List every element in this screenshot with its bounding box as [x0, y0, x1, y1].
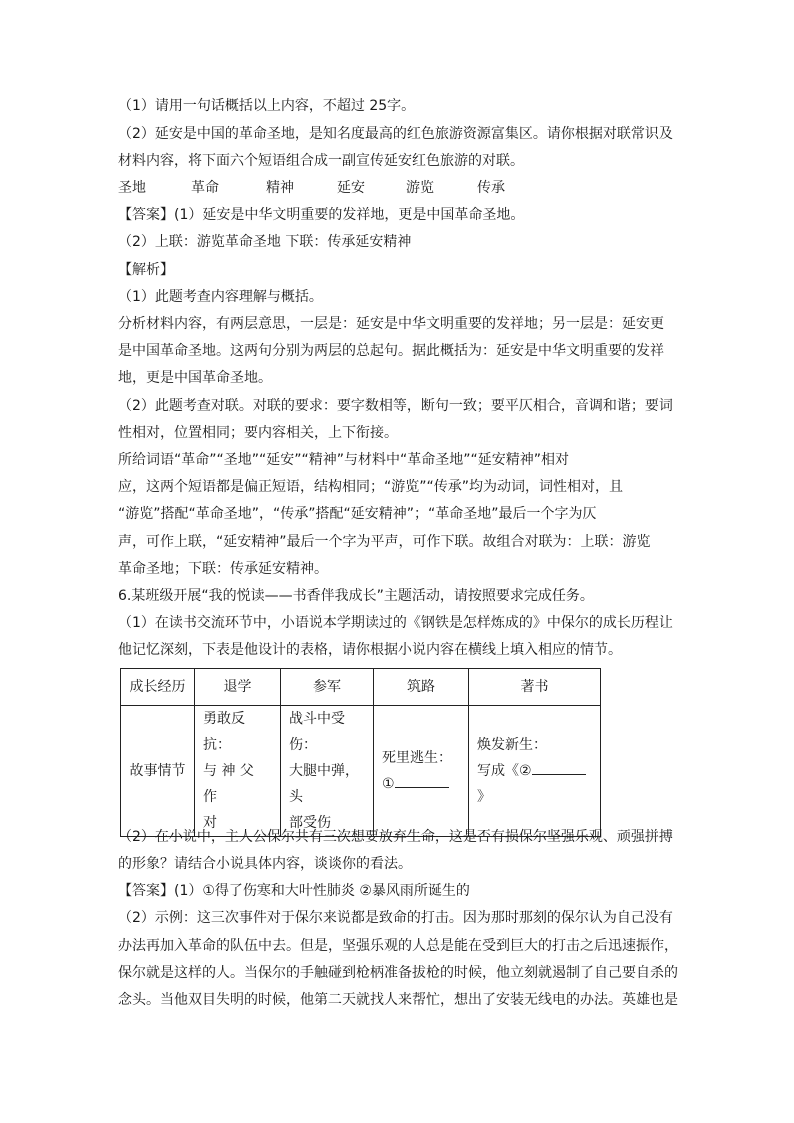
answer-heading: 【答案】(1）延安是中华文明重要的发祥地，更是中国革命圣地。 [118, 207, 525, 223]
table-cell-tuixue [195, 706, 281, 837]
analysis-text: 声，可作上联，“延安精神”最后一个字为平声，可作下联。故组合对联为：上联：游览 [118, 534, 651, 550]
cell-line [382, 771, 460, 797]
phrase-item: 传承 [477, 180, 505, 196]
fill-blank-2[interactable] [532, 760, 586, 775]
analysis-text: 革命圣地；下联：传承延安精神。 [118, 561, 328, 577]
phrase-item: 游览 [406, 180, 434, 196]
analysis-text: 是中国革命圣地。这两句分别为两层的总起句。据此概括为：延安是中华文明重要的发祥 [118, 343, 664, 359]
answer-text: 念头。当他双目失明的时候，他第二天就找人来帮忙，想出了安装无线电的办法。英雄也是 [118, 992, 678, 1008]
cell-line: 部受伤 [289, 815, 331, 831]
answer-text: （2）示例：这三次事件对于保尔来说都是致命的打击。因为那时那刻的保尔认为自己没有 [118, 910, 673, 926]
cell-line: 对 [203, 815, 217, 831]
cell-line: 战斗中受伤： [289, 711, 345, 753]
question-2-text: （2）延安是中国的革命圣地，是知名度最高的红色旅游资源富集区。请你根据对联常识及 [118, 126, 673, 142]
phrase-item: 革命 [191, 180, 219, 196]
blank-marker: ① [382, 776, 395, 792]
analysis-text: 分析材料内容，有两层意思，一层是：延安是中华文明重要的发祥地；另一层是：延安更 [118, 316, 664, 332]
table-cell-zhushu [469, 706, 601, 837]
table-row-label: 故事情节 [121, 706, 195, 837]
phrase-item: 圣地 [118, 180, 146, 196]
analysis-text: 所给词语“革命”“圣地”“延安”“精神”与材料中“革命圣地”“延安精神”相对 [118, 452, 570, 468]
analysis-text: 应，这两个短语都是偏正短语，结构相同；“游览”“传承”均为动词，词性相对，且 [118, 479, 624, 495]
table-row [121, 706, 601, 837]
question-6-title: 6.某班级开展“我的悦读——书香伴我成长”主题活动，请按照要求完成任务。 [118, 588, 594, 604]
table-cell-canjun [281, 706, 374, 837]
cell-line: 勇敢反抗： [203, 711, 245, 753]
cell-line: 与 神 父 作 [203, 763, 254, 805]
cell-line: 焕发新生： [477, 737, 547, 753]
table-header-cell: 参军 [281, 669, 374, 706]
answer-text: 办法再加入革命的队伍中去。但是，坚强乐观的人总是能在受到巨大的打击之后迅速振作， [118, 938, 678, 954]
table-cell-zhulu [374, 706, 469, 837]
question-2-text-cont: 材料内容，将下面六个短语组合成一副宣传延安红色旅游的对联。 [118, 153, 524, 169]
analysis-text: （1）此题考查内容理解与概括。 [118, 289, 323, 305]
answer-text: 保尔就是这样的人。当保尔的手触碰到枪柄准备拔枪的时候，他立刻就遏制了自己要自杀的 [118, 965, 678, 981]
analysis-heading: 【解析】 [118, 262, 174, 278]
table-header-cell: 筑路 [374, 669, 469, 706]
analysis-text: （2）此题考查对联。对联的要求：要字数相等，断句一致；要平仄相合，音调和谐；要词 [118, 398, 673, 414]
analysis-text: “游览”搭配“革命圣地”，“传承”搭配“延安精神”；“革命圣地”最后一个字为仄 [118, 506, 597, 522]
question-6-2-text: （2）在小说中，主人公保尔共有三次想要放弃生命，这是否有损保尔坚强乐观、顽强拼搏 [118, 829, 673, 845]
question-6-1-text: （1）在读书交流环节中，小语说本学期读过的《钢铁是怎样炼成的》中保尔的成长历程让 [118, 615, 673, 631]
phrase-item: 精神 [266, 180, 294, 196]
blank-marker: 写成《② [477, 763, 532, 779]
question-1-text: （1）请用一句话概括以上内容，不超过 25字。 [118, 98, 416, 114]
answer-couplet: （2）上联：游览革命圣地 下联：传承延安精神 [118, 234, 412, 250]
analysis-text: 地，更是中国革命圣地。 [118, 370, 272, 386]
table-header-cell: 著书 [469, 669, 601, 706]
fill-blank-1[interactable] [395, 773, 449, 788]
cell-line: 死里逃生： [382, 750, 452, 766]
table-header-row [121, 669, 601, 706]
question-6-2-text-cont: 的形象？请结合小说具体内容，谈谈你的看法。 [118, 856, 412, 872]
cell-line [477, 758, 592, 810]
phrase-item: 延安 [337, 180, 365, 196]
cell-line: 大腿中弹，头 [289, 763, 359, 805]
analysis-text: 性相对，位置相同；要内容相关，上下衔接。 [118, 425, 398, 441]
answer-heading: 【答案】(1）①得了伤寒和大叶性肺炎 ②暴风雨所诞生的 [118, 883, 470, 899]
table-header-cell: 成长经历 [121, 669, 195, 706]
table-header-cell: 退学 [195, 669, 281, 706]
blank-close: 》 [477, 789, 491, 805]
question-6-1-text-cont: 他记忆深刻，下表是他设计的表格，请你根据小说内容在横线上填入相应的情节。 [118, 642, 622, 658]
growth-table [120, 668, 601, 837]
